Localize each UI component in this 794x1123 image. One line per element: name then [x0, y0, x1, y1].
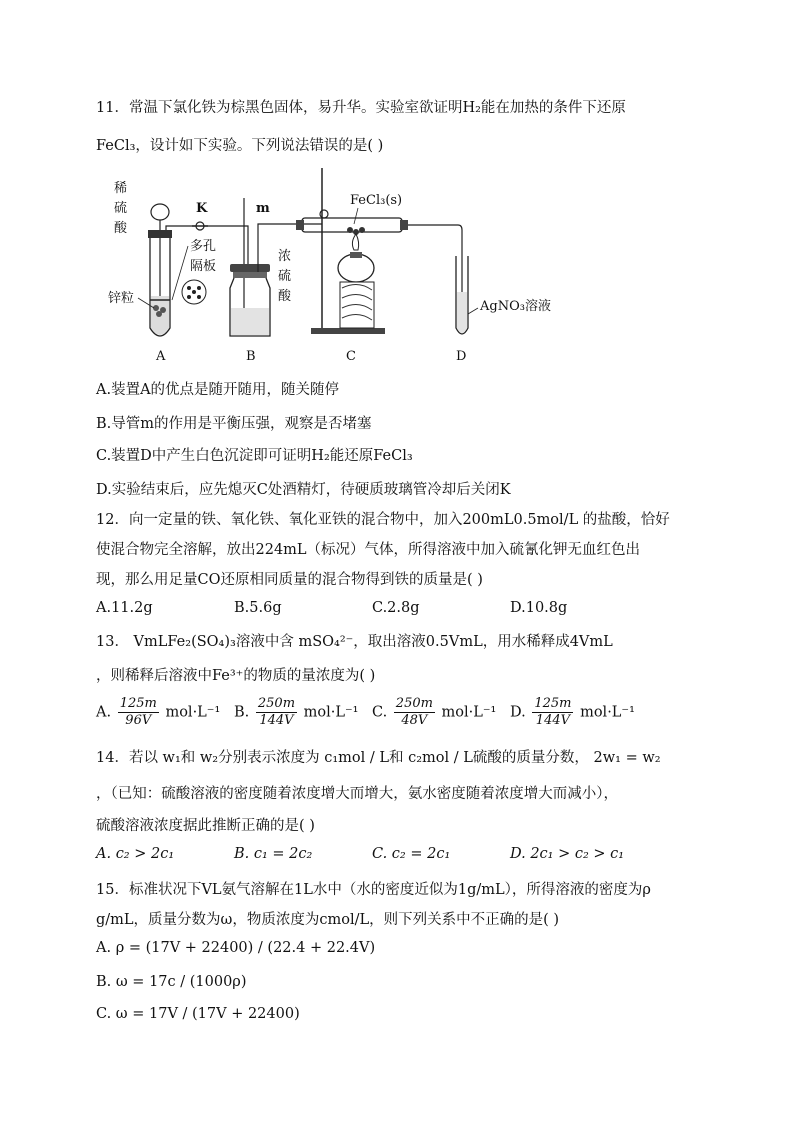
q13-option-b-fraction: $\frac{250m}{144V}$ [257, 696, 296, 728]
q13-option-b [234, 696, 358, 729]
q13-option-d-letter: D. [510, 704, 526, 721]
q13-option-a-letter: A. [96, 704, 112, 721]
q12-line1: 12．向一定量的铁、氧化铁、氧化亚铁的混合物中，加入200mL0.5mol/L 的盐酸，恰好 [96, 512, 670, 528]
apparatus-c [296, 168, 462, 364]
label-fecl3: FeCl₃(s) [350, 193, 403, 208]
label-m: m [256, 201, 270, 216]
q13-option-d-unit: mol·L⁻¹ [580, 704, 635, 721]
label-app-a: A [156, 349, 166, 364]
label-conc-2: 硫 [278, 269, 292, 284]
q13-option-a-unit: mol·L⁻¹ [165, 704, 221, 721]
q11-option-d: D.实验结束后，应先熄灭C处酒精灯，待硬质玻璃管冷却后关闭K [96, 482, 511, 498]
q14-option-c: C. c₂ = 2c₁ [372, 846, 451, 862]
q12-line2: 使混合物完全溶解，放出224mL（标况）气体，所得溶液中加入硫氰化钾无血红色出 [96, 542, 641, 558]
q12-line3: 现，那么用足量CO还原相同质量的混合物得到铁的质量是( ) [96, 572, 483, 588]
q15-line2: g/mL，质量分数为ω，物质浓度为cmol/L，则下列关系中不正确的是( ) [96, 912, 560, 928]
q14-line3: 硫酸溶液浓度据此推断正确的是( ) [96, 818, 315, 834]
label-agno3: AgNO₃溶液 [480, 299, 551, 314]
q15-option-b: B. ω = 17c / (1000ρ) [96, 974, 247, 990]
q13-option-c [372, 696, 496, 729]
q13-option-c-letter: C. [372, 704, 388, 721]
q13-option-b-unit: mol·L⁻¹ [303, 704, 359, 721]
label-plate-1: 多孔 [190, 239, 217, 254]
q13-option-d-fraction: $\frac{125m}{144V}$ [534, 696, 572, 728]
label-acid-3: 酸 [114, 221, 128, 236]
q12-option-b: B.5.6g [234, 600, 282, 616]
q15-line1: 15．标准状况下VL氨气溶解在1L水中（水的密度近似为1g/mL），所得溶液的密度为ρ [96, 882, 651, 898]
q12-option-c: C.2.8g [372, 600, 420, 616]
q12-option-a: A.11.2g [96, 600, 153, 616]
q14-option-d: D. 2c₁ > c₂ > c₁ [510, 846, 625, 862]
q13-option-c-fraction: $\frac{250m}{48V}$ [395, 696, 433, 728]
q13-option-b-letter: B. [234, 704, 250, 721]
q13-option-c-unit: mol·L⁻¹ [441, 704, 497, 721]
label-conc-3: 酸 [278, 289, 292, 304]
q11-option-b: B.导管m的作用是平衡压强，观察是否堵塞 [96, 416, 372, 432]
q14-option-b: B. c₁ = 2c₂ [234, 846, 313, 862]
apparatus-b [230, 198, 322, 364]
q14-line1: 14．若以 w₁和 w₂分别表示浓度为 c₁mol / L和 c₂mol / L硫酸的质量分数， 2w₁ = w₂ [96, 750, 661, 766]
q15-option-a: A. ρ = (17V + 22400) / (22.4 + 22.4V) [96, 940, 376, 956]
label-app-d: D [456, 349, 467, 364]
q11-option-c: C.装置D中产生白色沉淀即可证明H₂能还原FeCl₃ [96, 448, 413, 464]
label-k: K [196, 201, 208, 216]
apparatus-d [456, 256, 551, 364]
q11-stem-line2: FeCl₃，设计如下实验。下列说法错误的是( ) [96, 138, 384, 154]
q11-option-a: A.装置A的优点是随开随用，随关随停 [96, 382, 340, 398]
q13-option-d [510, 696, 635, 729]
label-plate-2: 隔板 [190, 259, 217, 274]
q12-option-d: D.10.8g [510, 600, 568, 616]
label-acid-2: 硫 [114, 201, 128, 216]
q13-option-a [96, 696, 220, 729]
label-app-c: C [346, 349, 356, 364]
q11-stem-line1: 11．常温下氯化铁为棕黑色固体，易升华。实验室欲证明H₂能在加热的条件下还原 [96, 100, 626, 116]
q14-option-a: A. c₂ > 2c₁ [96, 846, 175, 862]
q11-apparatus-diagram [96, 168, 596, 368]
q15-option-c: C. ω = 17V / (17V + 22400) [96, 1006, 300, 1022]
q14-line2: ，（已知：硫酸溶液的密度随着浓度增大而增大，氨水密度随着浓度增大而减小）， [96, 786, 618, 802]
label-app-b: B [246, 349, 256, 364]
q13-line1: 13． VmLFe₂(SO₄)₃溶液中含 mSO₄²⁻，取出溶液0.5VmL，用水稀释成4VmL [96, 634, 613, 650]
label-acid-1: 稀 [114, 181, 128, 196]
q13-option-a-fraction: $\frac{125m}{96V}$ [119, 696, 157, 728]
label-conc-1: 浓 [278, 249, 292, 264]
q13-line2: ，则稀释后溶液中Fe³⁺的物质的量浓度为( ) [96, 668, 376, 684]
label-zinc: 锌粒 [108, 291, 135, 306]
